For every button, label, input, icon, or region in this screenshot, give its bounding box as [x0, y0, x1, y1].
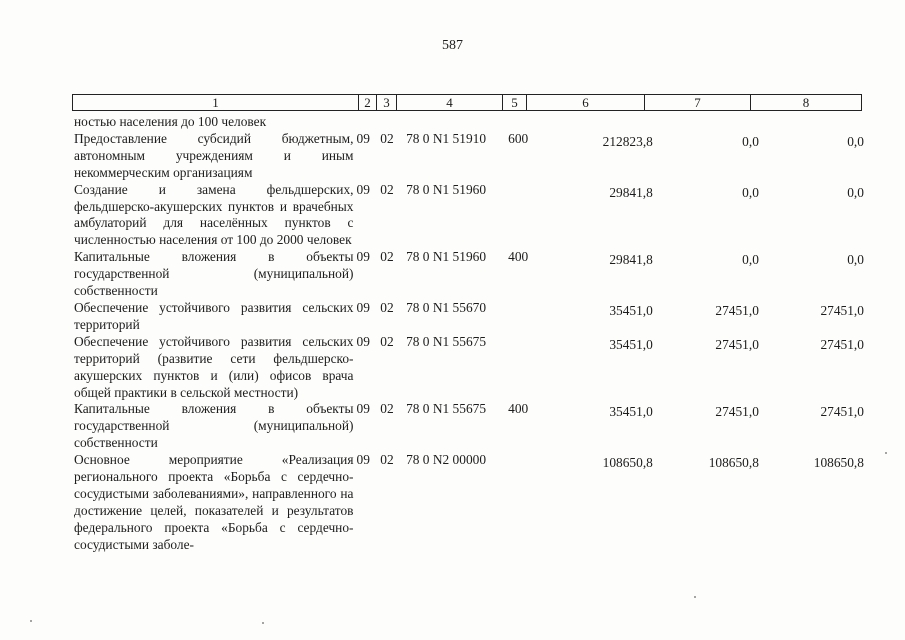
- row-expense-type: 400: [508, 249, 529, 265]
- header-cell-4: 4: [397, 95, 503, 110]
- row-expense-type: 600: [508, 130, 529, 146]
- row-amount-1: 108650,8: [602, 455, 653, 471]
- row-expense-type: [507, 334, 534, 402]
- continued-row: [74, 114, 864, 131]
- row-name: ностью населения до 100 человек: [74, 114, 267, 129]
- table-row: [74, 131, 864, 182]
- row-target-code: 78 0 N1 55675: [406, 333, 487, 349]
- table-row: [74, 249, 864, 300]
- scan-speck: [694, 596, 696, 598]
- row-subsection: 02: [380, 299, 394, 315]
- row-section: 09: [356, 249, 370, 265]
- scan-speck: [885, 452, 887, 454]
- row-section: 09: [356, 333, 370, 349]
- row-target-code: 78 0 N1 51910: [406, 130, 487, 146]
- header-cell-5: 5: [503, 95, 527, 110]
- row-amount-1: 35451,0: [609, 302, 653, 318]
- row-amount-2: 27451,0: [715, 404, 759, 420]
- table-body: [74, 114, 864, 554]
- row-section: 09: [356, 299, 370, 315]
- row-amount-1: 29841,8: [609, 252, 653, 268]
- table-row: [74, 401, 864, 452]
- row-subsection: 02: [380, 181, 394, 197]
- row-amount-2: 27451,0: [715, 336, 759, 352]
- row-target-code: 78 0 N2 00000: [406, 452, 487, 468]
- row-name: Капитальные вложения в объекты государственной (муниципальной) собственности: [74, 401, 354, 451]
- row-amount-2: 0,0: [742, 184, 759, 200]
- row-section: 09: [356, 452, 370, 468]
- row-amount-3: 27451,0: [820, 404, 864, 420]
- table-row: [74, 334, 864, 402]
- table-column-header: [72, 94, 862, 111]
- row-name: Предоставление субсидий бюджетным, автономным учреждениям и иным некоммерческим организациям: [74, 130, 354, 180]
- row-name: Создание и замена фельдшерских, фельдшерско-акушерских пунктов и врачебных амбулаторий для населённых пунктов с численностью населения от 100 до 2000 человек: [74, 181, 354, 248]
- row-target-code: 78 0 N1 51960: [406, 181, 487, 197]
- row-subsection: 02: [380, 249, 394, 265]
- row-name: Обеспечение устойчивого развития сельских территорий: [74, 299, 354, 332]
- row-amount-2: 27451,0: [715, 302, 759, 318]
- row-amount-1: 212823,8: [602, 133, 653, 149]
- row-subsection: 02: [380, 452, 394, 468]
- row-amount-1: 29841,8: [609, 184, 653, 200]
- header-cell-7: 7: [645, 95, 751, 110]
- table-row: [74, 452, 864, 553]
- row-section: 09: [356, 181, 370, 197]
- table-row: [74, 300, 864, 334]
- table-row: [74, 182, 864, 250]
- row-amount-3: 0,0: [847, 133, 864, 149]
- row-amount-3: 27451,0: [820, 336, 864, 352]
- row-amount-3: 108650,8: [813, 455, 864, 471]
- row-name: Обеспечение устойчивого развития сельских территорий (развитие сети фельдшерско-акушерских пунктов и (или) офисов врача общей практики в сельской местности): [74, 333, 354, 400]
- header-cell-2: 2: [359, 95, 377, 110]
- scan-speck: [30, 620, 32, 622]
- header-cell-8: 8: [802, 95, 810, 110]
- row-amount-2: 0,0: [742, 133, 759, 149]
- row-amount-1: 35451,0: [609, 404, 653, 420]
- row-subsection: 02: [380, 401, 394, 417]
- row-amount-2: 0,0: [742, 252, 759, 268]
- row-section: 09: [356, 130, 370, 146]
- row-section: 09: [356, 401, 370, 417]
- header-cell-1: 1: [73, 95, 359, 110]
- row-subsection: 02: [380, 130, 394, 146]
- header-cell-3: 3: [377, 95, 397, 110]
- row-expense-type: [507, 300, 534, 334]
- page-number: 587: [442, 38, 463, 53]
- row-expense-type: 400: [508, 401, 529, 417]
- row-target-code: 78 0 N1 51960: [406, 249, 487, 265]
- row-expense-type: [507, 182, 534, 250]
- row-name: Капитальные вложения в объекты государственной (муниципальной) собственности: [74, 249, 354, 299]
- row-target-code: 78 0 N1 55670: [406, 299, 487, 315]
- scan-speck: [262, 622, 264, 624]
- row-amount-1: 35451,0: [609, 336, 653, 352]
- row-expense-type: [507, 452, 534, 553]
- row-name: Основное мероприятие «Реализация регионального проекта «Борьба с сердечно-сосудистыми заболеваниями», направленного на достижение целей, показателей и результатов федерального проекта «Борьба с сердечно-сосудистыми заболе-: [74, 452, 354, 552]
- row-amount-3: 0,0: [847, 184, 864, 200]
- row-amount-2: 108650,8: [708, 455, 759, 471]
- row-target-code: 78 0 N1 55675: [406, 401, 487, 417]
- row-amount-3: 0,0: [847, 252, 864, 268]
- row-subsection: 02: [380, 333, 394, 349]
- row-amount-3: 27451,0: [820, 302, 864, 318]
- header-cell-6: 6: [527, 95, 645, 110]
